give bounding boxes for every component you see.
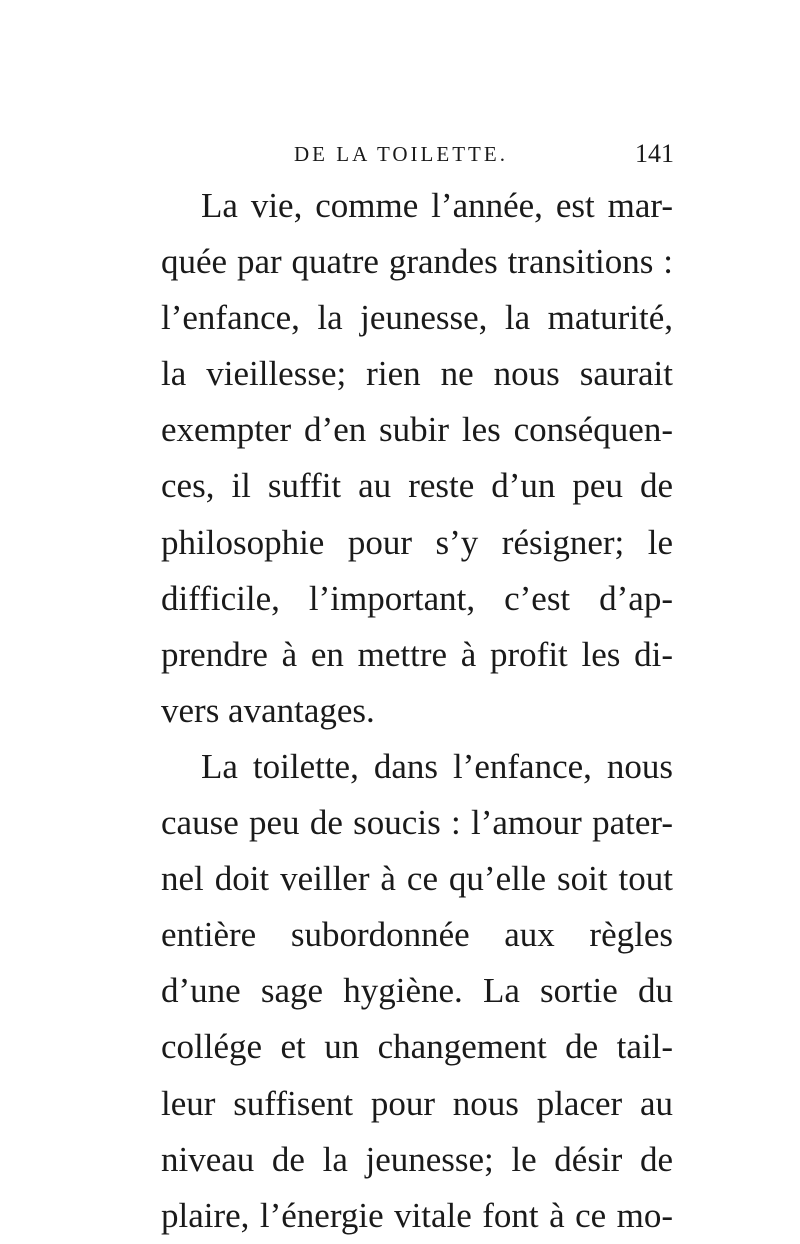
text-line: d’une sage hygiène. La sortie du <box>161 971 673 1011</box>
text-line: la vieillesse; rien ne nous saurait <box>161 354 673 394</box>
text-line: philosophie pour s’y résigner; le <box>161 522 673 562</box>
text-line: collége et un changement de tail- <box>161 1027 673 1067</box>
text-line: La vie, comme l’année, est mar- <box>201 186 673 225</box>
text-line: leur suffisent pour nous placer au <box>161 1083 673 1123</box>
text-line: exempter d’en subir les conséquen- <box>161 410 673 450</box>
running-header <box>160 136 680 172</box>
text-line: entière subordonnée aux règles <box>161 915 673 955</box>
page-number: 141 <box>635 139 674 168</box>
text-line: difficile, l’important, c’est d’ap- <box>161 578 673 618</box>
text-line: quée par quatre grandes transitions : <box>161 242 673 282</box>
body-text <box>161 178 673 1244</box>
text-line: vers avantages. <box>161 690 375 730</box>
text-line: La toilette, dans l’enfance, nous <box>201 746 673 786</box>
text-line: niveau de la jeunesse; le désir de <box>161 1139 673 1179</box>
text-line: prendre à en mettre à profit les di- <box>161 634 673 674</box>
text-line: nel doit veiller à ce qu’elle soit tout <box>161 859 673 899</box>
text-line: plaire, l’énergie vitale font à ce mo- <box>161 1195 673 1235</box>
running-title: DE LA TOILETTE. <box>294 142 508 166</box>
text-line: cause peu de soucis : l’amour pater- <box>161 803 673 843</box>
text-line: ces, il suffit au reste d’un peu de <box>161 466 673 506</box>
text-line: l’enfance, la jeunesse, la maturité, <box>161 298 673 338</box>
